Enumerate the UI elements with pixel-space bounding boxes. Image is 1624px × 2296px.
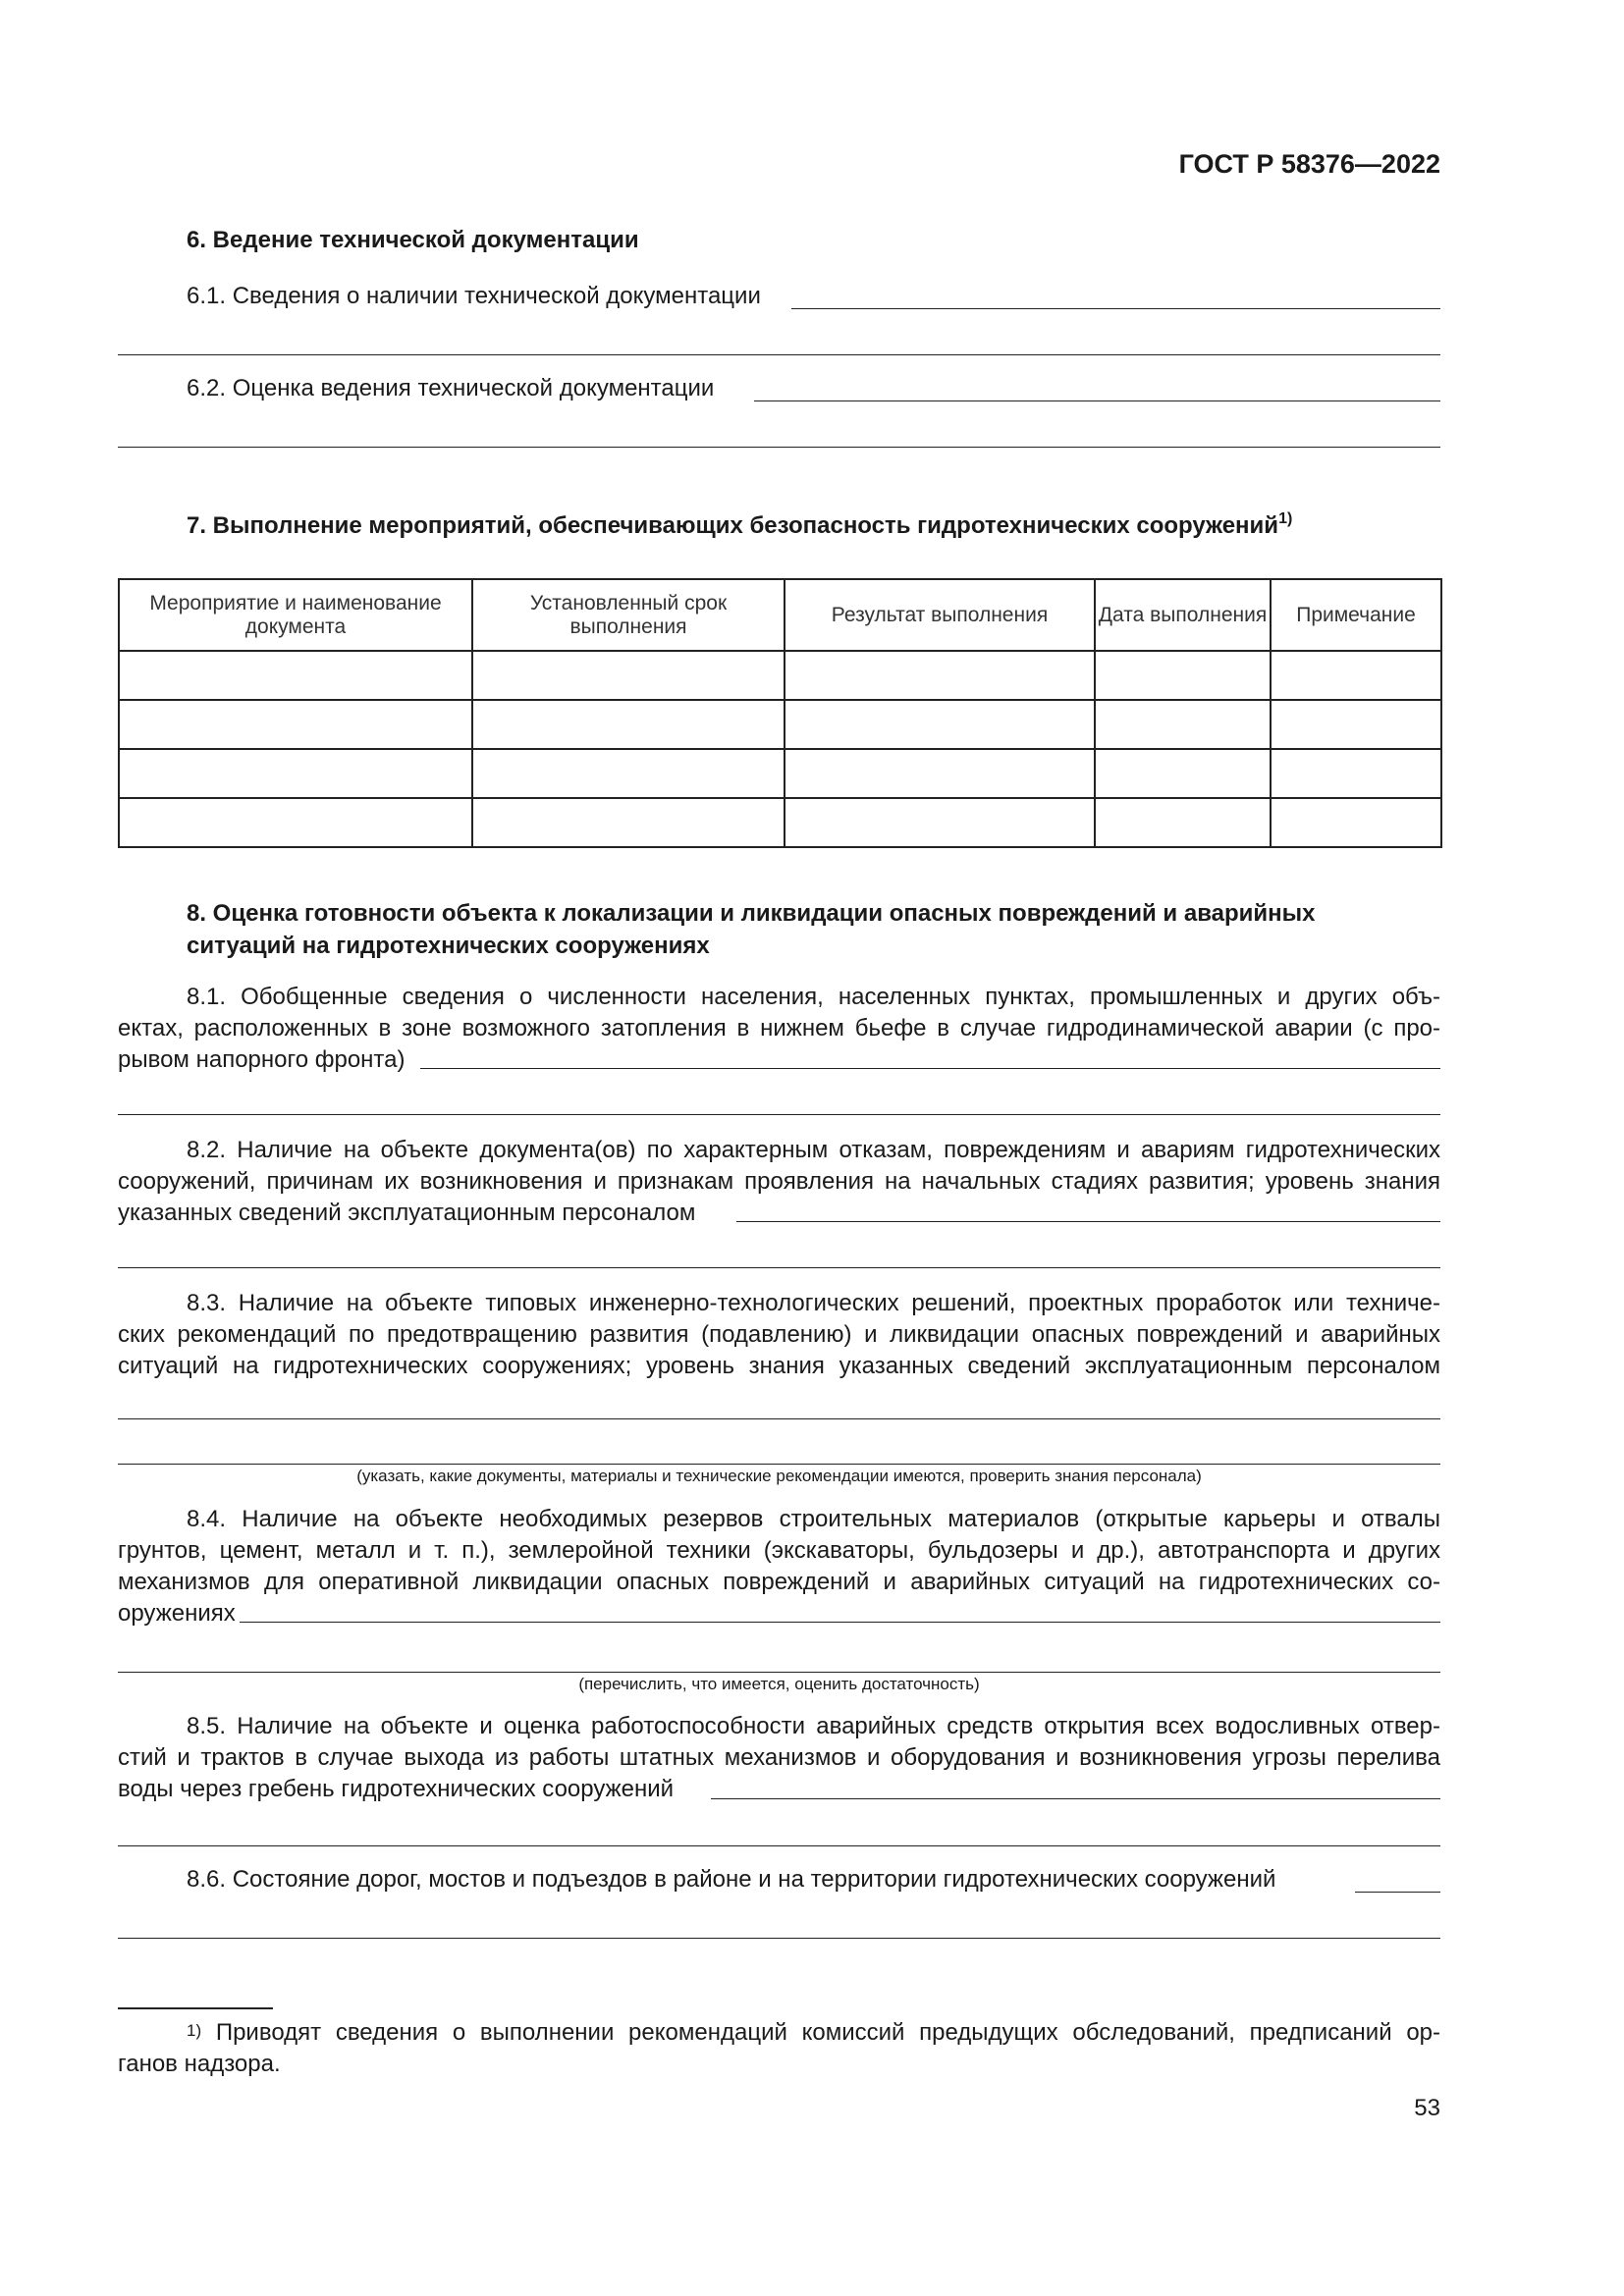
item-8-6-answer-line: [118, 1938, 1440, 1939]
table-cell[interactable]: [1095, 651, 1271, 700]
item-8-5: [118, 1711, 1440, 1805]
column-header-result: Результат выполнения: [785, 579, 1095, 651]
table-cell[interactable]: [1271, 651, 1441, 700]
table-cell[interactable]: [785, 700, 1095, 749]
table-cell[interactable]: [119, 749, 472, 798]
item-6-1-answer-line: [118, 354, 1440, 355]
item-8-5-line-2: стий и трактов в случае выхода из работы штатных механизмов и оборудования и возникновения угрозы перелива: [118, 1744, 1440, 1771]
item-8-6-fill-line: [1355, 1892, 1440, 1893]
table-row: [119, 700, 1441, 749]
table-header-row: [119, 579, 1441, 651]
item-6-2-fill-line: [754, 400, 1440, 401]
item-8-1: [118, 982, 1440, 1076]
measures-table: [118, 578, 1442, 848]
item-8-4-answer-line: [118, 1672, 1440, 1673]
section-6-title: 6. Ведение технической документации: [187, 227, 639, 253]
item-8-1-fill-line: [420, 1068, 1440, 1069]
table-cell[interactable]: [472, 798, 785, 847]
item-8-4-line-2: грунтов, цемент, металл и т. п.), землеройной техники (экскаваторы, бульдозеры и др.), автотранспорта и других: [118, 1537, 1440, 1564]
footnote-mark: 1): [187, 2021, 202, 2040]
table-row: [119, 798, 1441, 847]
footnote-line-2: ганов надзора.: [118, 2051, 281, 2077]
item-8-2-line-1: 8.2. Наличие на объекте документа(ов) по характерным отказам, повреждениям и авариям гидротехнических: [187, 1137, 1440, 1163]
column-header-date: Дата выполнения: [1095, 579, 1271, 651]
footnote-reference: 1): [1278, 510, 1293, 527]
item-8-2-line-3: указанных сведений эксплуатационным персоналом: [118, 1200, 696, 1226]
table-cell[interactable]: [472, 700, 785, 749]
table-cell[interactable]: [119, 798, 472, 847]
item-8-3-answer-line-2: [118, 1464, 1440, 1465]
item-8-1-line-3: рывом напорного фронта): [118, 1046, 406, 1073]
footnote-separator: [118, 2007, 273, 2009]
table-cell[interactable]: [1271, 798, 1441, 847]
item-8-2: [118, 1135, 1440, 1229]
table-cell[interactable]: [1271, 700, 1441, 749]
table-cell[interactable]: [785, 798, 1095, 847]
item-8-4-line-1: 8.4. Наличие на объекте необходимых резервов строительных материалов (открытые карьеры и отвалы: [187, 1506, 1440, 1532]
table-cell[interactable]: [1271, 749, 1441, 798]
table-cell[interactable]: [472, 651, 785, 700]
item-8-2-line-2: сооружений, причинам их возникновения и признакам проявления на начальных стадиях развития; уровень знания: [118, 1168, 1440, 1195]
item-6-2-answer-line: [118, 447, 1440, 448]
footnote-line-1: [118, 2017, 1440, 2049]
section-8-title: [187, 897, 1316, 962]
footnote: [118, 2017, 1440, 2080]
table-cell[interactable]: [785, 651, 1095, 700]
item-8-1-line-2: ектах, расположенных в зоне возможного затопления в нижнем бьефе в случае гидродинамической аварии (с про-: [118, 1015, 1440, 1041]
document-id-header: ГОСТ Р 58376—2022: [1178, 149, 1440, 179]
item-8-5-answer-line: [118, 1845, 1440, 1846]
table-cell[interactable]: [1095, 749, 1271, 798]
column-header-measure: Мероприятие и наименование документа: [119, 579, 472, 651]
item-8-3: [118, 1288, 1440, 1382]
item-8-4-fill-line: [240, 1622, 1440, 1623]
item-6-2-label: 6.2. Оценка ведения технической документации: [187, 375, 715, 401]
column-header-note: Примечание: [1271, 579, 1441, 651]
item-8-5-line-3: воды через гребень гидротехнических сооружений: [118, 1776, 675, 1802]
item-8-5-fill-line: [711, 1798, 1440, 1799]
section-8-title-line-2: ситуаций на гидротехнических сооружениях: [187, 933, 710, 959]
item-8-4-line-3: механизмов для оперативной ликвидации опасных повреждений и аварийных ситуаций на гидротехнических со-: [118, 1569, 1440, 1595]
section-8-title-line-1: 8. Оценка готовности объекта к локализации и ликвидации опасных повреждений и аварийных: [187, 900, 1316, 927]
item-8-3-answer-line-1: [118, 1418, 1440, 1419]
item-8-1-line-1: 8.1. Обобщенные сведения о численности населения, населенных пунктах, промышленных и других объ-: [187, 984, 1440, 1010]
item-6-1-fill-line: [791, 308, 1440, 309]
item-8-3-hint: (указать, какие документы, материалы и технические рекомендации имеются, проверить знания персонала): [356, 1467, 1202, 1485]
table-row: [119, 749, 1441, 798]
item-8-3-line-2: ских рекомендаций по предотвращению развития (подавлению) и ликвидации опасных повреждений и аварийных: [118, 1321, 1440, 1348]
table-cell[interactable]: [785, 749, 1095, 798]
footnote-text-1: Приводят сведения о выполнении рекомендаций комиссий предыдущих обследований, предписаний ор-: [215, 2019, 1441, 2046]
item-8-3-line-3: ситуаций на гидротехнических сооружениях; уровень знания указанных сведений эксплуатационным персоналом: [118, 1353, 1440, 1379]
table-cell[interactable]: [472, 749, 785, 798]
item-6-1-label: 6.1. Сведения о наличии технической документации: [187, 283, 761, 309]
item-8-2-fill-line: [736, 1221, 1440, 1222]
item-8-4-hint: (перечислить, что имеется, оценить достаточность): [578, 1675, 980, 1693]
section-7-title: [187, 512, 1292, 540]
page-number: 53: [1414, 2095, 1440, 2121]
table-cell[interactable]: [119, 651, 472, 700]
section-7-title-text: 7. Выполнение мероприятий, обеспечивающих безопасность гидротехнических сооружений: [187, 512, 1279, 539]
item-8-2-answer-line: [118, 1267, 1440, 1268]
table-cell[interactable]: [119, 700, 472, 749]
table-cell[interactable]: [1095, 798, 1271, 847]
item-8-1-answer-line: [118, 1114, 1440, 1115]
column-header-deadline: Установленный срок выполнения: [472, 579, 785, 651]
item-8-5-line-1: 8.5. Наличие на объекте и оценка работоспособности аварийных средств открытия всех водосливных отвер-: [187, 1713, 1440, 1739]
table-cell[interactable]: [1095, 700, 1271, 749]
item-8-6-label: 8.6. Состояние дорог, мостов и подъездов в районе и на территории гидротехнических сооружений: [187, 1866, 1276, 1893]
item-8-4: [118, 1504, 1440, 1629]
item-8-4-line-4: оружениях: [118, 1600, 236, 1627]
table-row: [119, 651, 1441, 700]
item-8-3-line-1: 8.3. Наличие на объекте типовых инженерно-технологических решений, проектных проработок или техниче-: [187, 1290, 1440, 1316]
